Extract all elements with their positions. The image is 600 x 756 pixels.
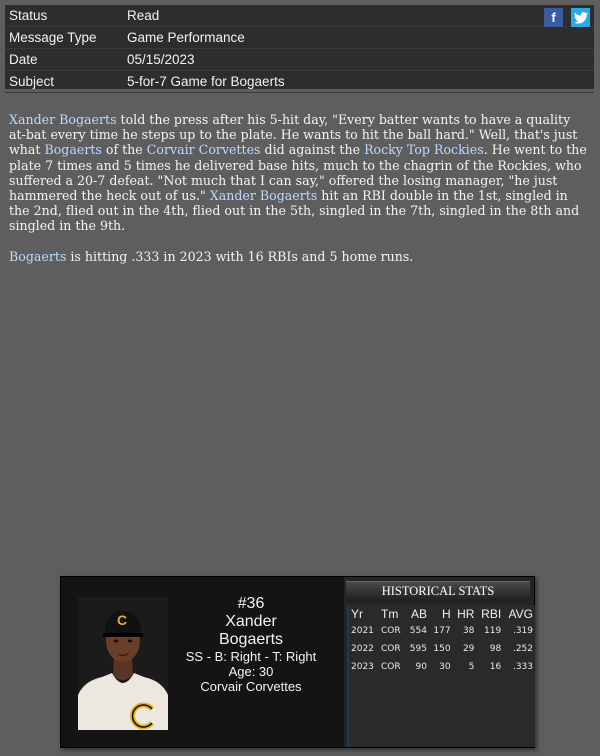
stat-cell: 150 [433, 644, 451, 654]
player-last-name[interactable]: Bogaerts [218, 631, 284, 648]
stat-cell: COR [381, 662, 401, 672]
col-header[interactable]: Tm [381, 606, 399, 621]
subject-value: 5-for-7 Game for Bogaerts [127, 74, 285, 89]
article-paragraph-2 [9, 249, 587, 264]
stat-cell: 595 [409, 644, 427, 654]
table-row [349, 640, 535, 658]
social-share [544, 8, 590, 27]
stat-cell: COR [381, 626, 401, 636]
article-text: is hitting .333 in 2023 with 16 RBIs and 5 home runs. [66, 248, 414, 264]
historical-stats-panel [344, 577, 534, 747]
player-first-name: Xander [225, 613, 277, 630]
message-header [5, 5, 594, 89]
message-type-label: Message Type [9, 30, 97, 45]
stat-cell: 5 [468, 662, 475, 672]
player-card [60, 576, 535, 748]
article-text: of the [101, 142, 147, 158]
stat-cell: .319 [512, 626, 533, 636]
player-link[interactable]: Bogaerts [9, 248, 67, 264]
player-link[interactable]: Xander Bogaerts [9, 112, 117, 127]
article-body [9, 112, 587, 279]
stat-cell: .333 [512, 662, 533, 672]
player-photo[interactable] [78, 597, 168, 730]
article-text: . He went to the plate 7 times and 5 times he delivered base hits, much to the chagrin of the Rockies, who suffered a 20-7 defeat. "Not much that I can say," offered the losing manager, "he just hammered the heck out of us." [9, 142, 587, 204]
article-text: did against the [260, 142, 365, 158]
team-link[interactable]: Corvair Corvettes [146, 142, 261, 158]
message-type-value: Game Performance [127, 30, 245, 45]
article-text: told the press after his 5-hit day, "Every batter wants to have a quality at-bat every time he steps up to the plate. He wants to hit the ball hard." Well, that's just what [9, 112, 578, 158]
opponent-team-link[interactable]: Rocky Top Rockies [364, 142, 484, 158]
date-label: Date [9, 52, 38, 67]
status-label: Status [9, 8, 48, 23]
player-card-info [61, 577, 344, 747]
article-text: hit an RBI double in the 1st, singled in the 2nd, flied out in the 4th, flied out in the 5th, singled in the 7th, singled in the 8th and singled in the 9th. [9, 188, 580, 234]
stats-header-row [349, 605, 535, 622]
stat-cell: 119 [484, 626, 502, 636]
player-position: SS - B: Right - T: Right [185, 649, 317, 664]
stat-cell: .252 [512, 644, 533, 654]
stat-cell: 554 [409, 626, 427, 636]
date-row [5, 49, 594, 71]
stat-cell: 2021 [351, 626, 374, 636]
player-age: Age: 30 [228, 664, 274, 679]
historical-stats-title: HISTORICAL STATS [346, 581, 530, 601]
status-row [5, 5, 594, 27]
stat-cell: 177 [433, 626, 451, 636]
player-link[interactable]: Xander Bogaerts [209, 188, 318, 204]
col-header[interactable]: H [441, 606, 451, 621]
stat-cell: 98 [489, 644, 502, 654]
stat-cell: 29 [462, 644, 475, 654]
message-type-row [5, 27, 594, 49]
player-info [176, 595, 326, 694]
twitter-bird-icon [574, 12, 588, 24]
twitter-icon[interactable] [571, 8, 590, 27]
subject-row [5, 71, 594, 93]
stat-cell: 16 [489, 662, 502, 672]
table-row [349, 658, 535, 676]
stat-cell: 2023 [351, 662, 374, 672]
stat-cell: 38 [462, 626, 475, 636]
status-value: Read [127, 8, 160, 23]
col-header[interactable]: AB [410, 606, 427, 621]
player-number: #36 [237, 595, 265, 612]
stat-cell: 30 [439, 662, 451, 672]
player-link[interactable]: Bogaerts [44, 142, 102, 158]
historical-stats-table [347, 605, 535, 747]
player-team[interactable]: Corvair Corvettes [200, 679, 302, 694]
subject-label: Subject [9, 74, 55, 89]
date-value: 05/15/2023 [127, 52, 195, 67]
col-header[interactable]: HR [457, 606, 475, 621]
article-paragraph-1 [9, 112, 587, 234]
col-header[interactable]: AVG [508, 606, 533, 621]
table-row [349, 622, 535, 640]
col-header[interactable]: RBI [481, 606, 502, 621]
cap-logo: C [117, 612, 128, 628]
stat-cell: 2022 [351, 644, 374, 654]
facebook-icon[interactable]: f [544, 8, 563, 27]
col-header[interactable]: Yr [351, 606, 363, 621]
stat-cell: COR [381, 644, 401, 654]
stat-cell: 90 [415, 662, 427, 672]
